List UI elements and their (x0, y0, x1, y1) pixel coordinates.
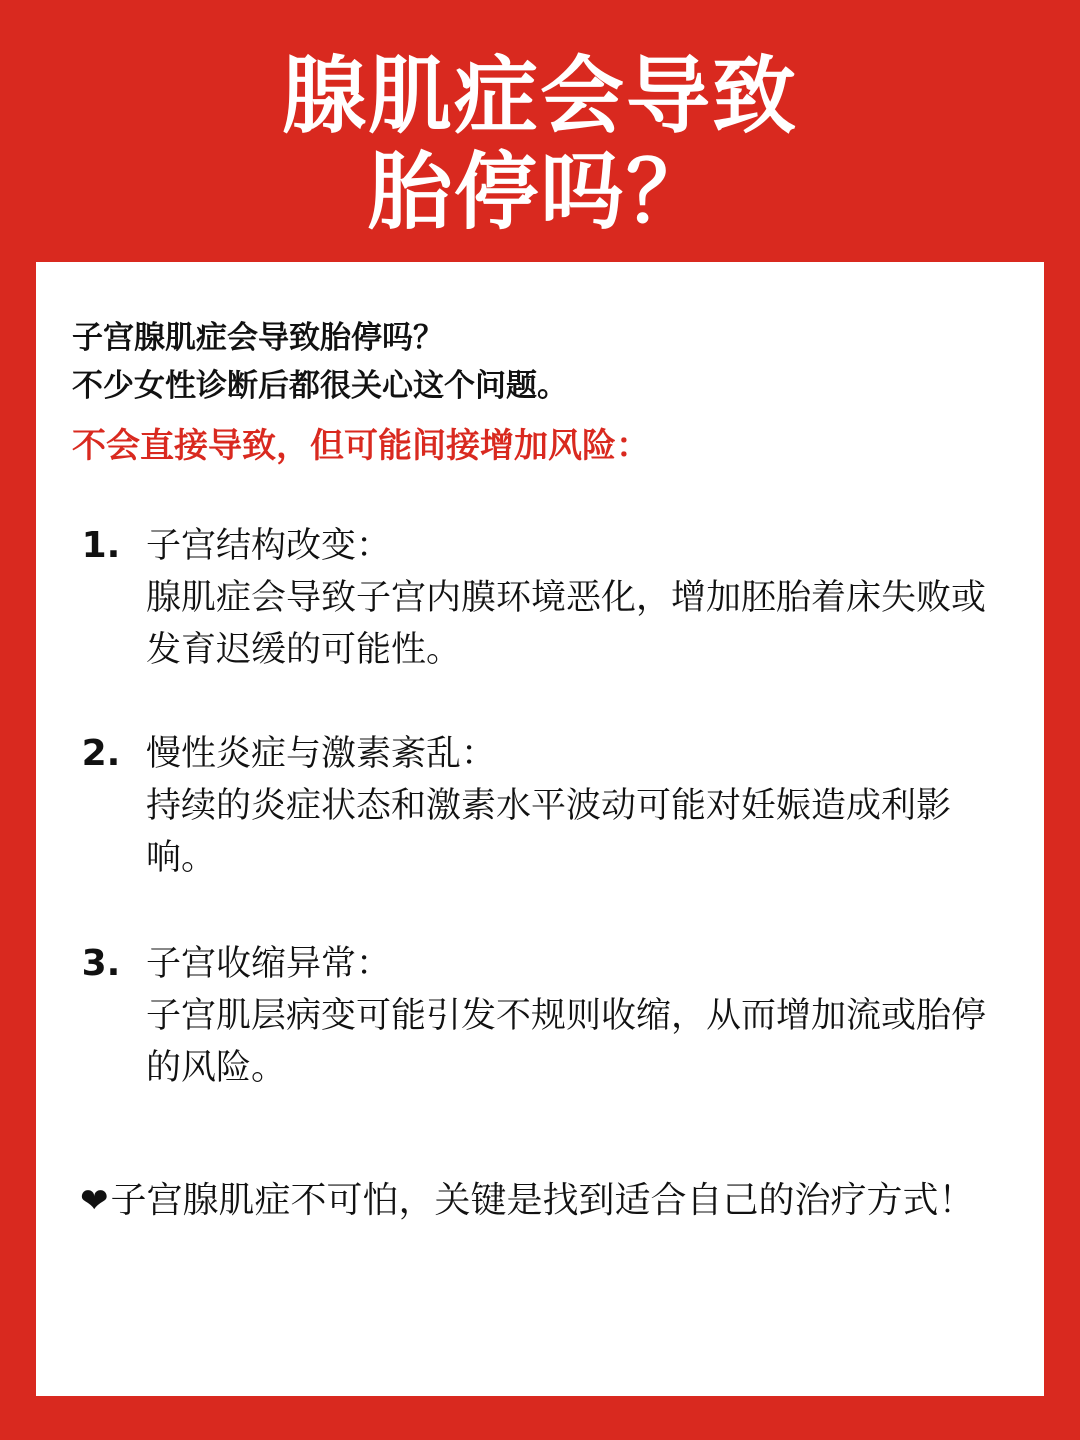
list-item-title: 子宫结构改变： (146, 526, 392, 566)
title-line-2: 胎停吗？ (367, 143, 712, 241)
list-item-description: 子宫肌层病变可能引发不规则收缩，从而增加流或胎停的风险。 (146, 996, 987, 1088)
intro-line-1: 子宫腺肌症会导致胎停吗？ (72, 320, 444, 356)
intro-line-2: 不少女性诊断后都很关心这个问题。 (72, 368, 568, 404)
list-item-body (146, 520, 996, 676)
list-item-description: 腺肌症会导致子宫内膜环境恶化，增加胚胎着床失败或发育迟缓的可能性。 (146, 578, 987, 670)
list-item-title: 慢性炎症与激素紊乱： (146, 734, 497, 774)
list-item-number: 2. (81, 733, 121, 774)
list-item-body (146, 728, 996, 884)
page-title (0, 48, 1080, 240)
list-item-number: 3. (81, 943, 121, 984)
list-item-number: 1. (81, 525, 121, 566)
closing-text: 子宫腺肌症不可怕，关键是找到适合自己的治疗方式！ (110, 1180, 975, 1221)
heart-icon: ❤ (80, 1181, 109, 1221)
intro-text (72, 314, 1012, 410)
highlight-text: 不会直接导致，但可能间接增加风险： (72, 426, 650, 466)
closing-note (80, 1174, 980, 1228)
content-card (36, 262, 1044, 1396)
title-line-1: 腺肌症会导致 (281, 47, 798, 145)
list-item-title: 子宫收缩异常： (146, 944, 392, 984)
list-item-body (146, 938, 996, 1094)
list-item-description: 持续的炎症状态和激素水平波动可能对妊娠造成利影响。 (146, 786, 952, 878)
